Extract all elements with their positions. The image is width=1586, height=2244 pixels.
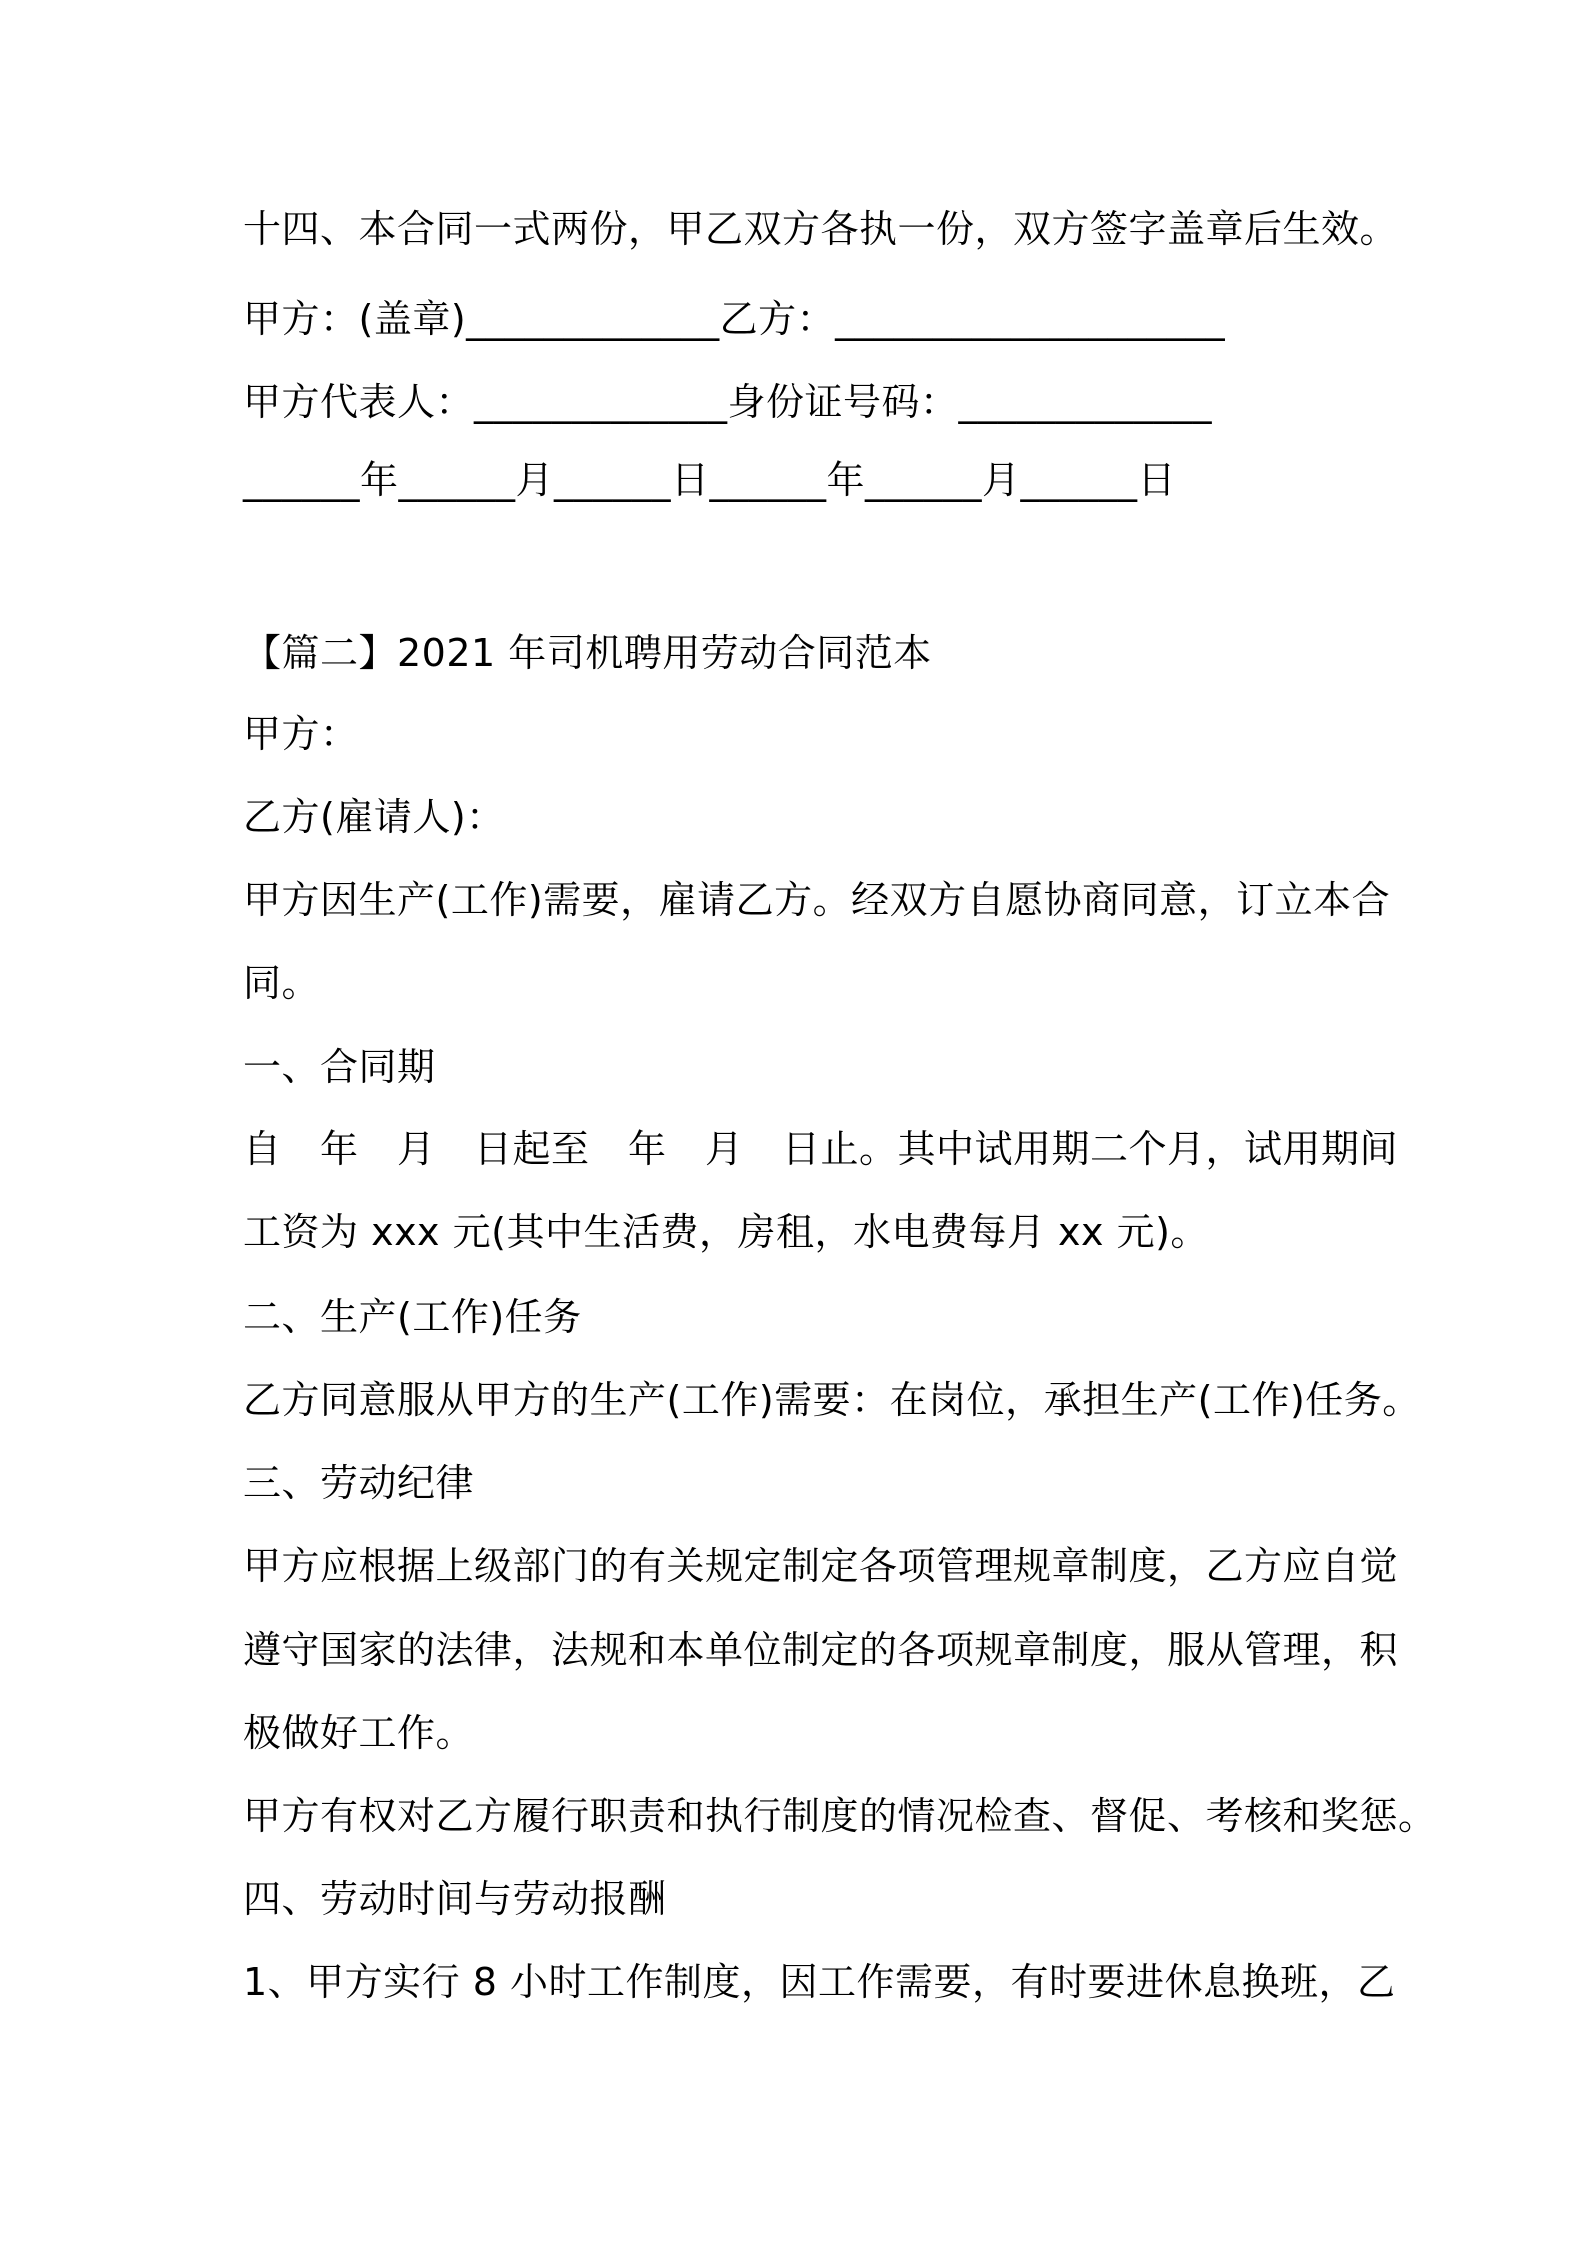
hours-and-pay-line-1: 1、甲方实行 8 小时工作制度，因工作需要，有时要进休息换班，乙 xyxy=(243,1960,1396,2004)
section-title: 【篇二】2021 年司机聘用劳动合同范本 xyxy=(243,631,932,675)
heading-hours-and-pay: 四、劳动时间与劳动报酬 xyxy=(243,1877,667,1921)
heading-labor-discipline: 三、劳动纪律 xyxy=(243,1461,475,1505)
party-a-label: 甲方： xyxy=(243,712,359,756)
discipline-line-2: 遵守国家的法律，法规和本单位制定的各项规章制度，服从管理，积 xyxy=(243,1628,1399,1672)
heading-work-tasks: 二、生产(工作)任务 xyxy=(243,1295,582,1339)
clause-fourteen-text: 十四、本合同一式两份，甲乙双方各执一份，双方签字盖章后生效。 xyxy=(243,207,1399,251)
date-line: ______年______月______日______年______月______日 xyxy=(243,458,1177,502)
discipline-line-1: 甲方应根据上级部门的有关规定制定各项管理规章制度，乙方应自觉 xyxy=(243,1544,1399,1588)
preamble-line-1: 甲方因生产(工作)需要，雇请乙方。经双方自愿协商同意，订立本合 xyxy=(243,878,1391,922)
discipline-line-4: 甲方有权对乙方履行职责和执行制度的情况检查、督促、考核和奖惩。 xyxy=(243,1794,1437,1838)
contract-term-line-2: 工资为 xxx 元(其中生活费，房租，水电费每月 xx 元)。 xyxy=(243,1210,1209,1254)
representative-id-line: 甲方代表人：_____________身份证号码：_____________ xyxy=(243,380,1213,424)
discipline-line-3: 极做好工作。 xyxy=(243,1711,475,1755)
work-tasks-text: 乙方同意服从甲方的生产(工作)需要：在岗位，承担生产(工作)任务。 xyxy=(243,1378,1421,1422)
preamble-line-2: 同。 xyxy=(243,961,321,1005)
heading-contract-term: 一、合同期 xyxy=(243,1045,436,1089)
contract-term-line-1: 自 年 月 日起至 年 月 日止。其中试用期二个月，试用期间 xyxy=(243,1127,1399,1171)
party-a-seal-signature-line: 甲方：(盖章)_____________乙方：____________________ xyxy=(243,297,1226,341)
party-b-label: 乙方(雇请人)： xyxy=(243,795,505,839)
